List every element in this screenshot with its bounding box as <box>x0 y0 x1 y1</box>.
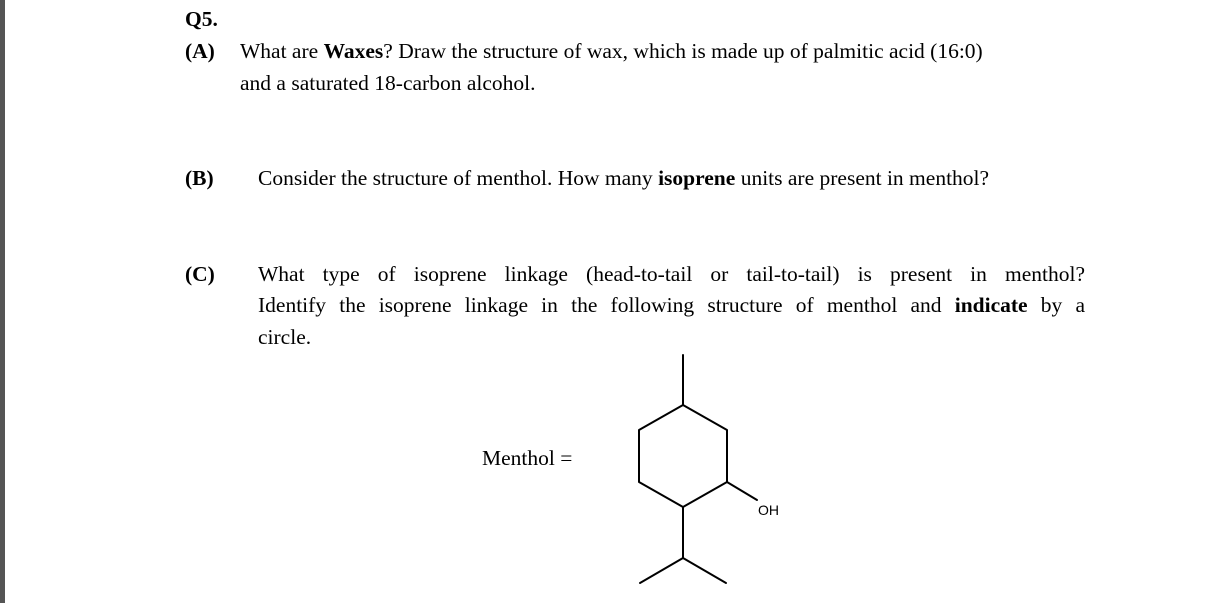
menthol-structure <box>620 350 780 590</box>
question-number: Q5. <box>185 7 218 31</box>
left-edge-bar <box>0 0 5 603</box>
waxes-term: Waxes <box>323 39 384 63</box>
part-a-text-pre: What are <box>240 39 324 63</box>
hydroxyl-bond <box>727 482 757 500</box>
isopropyl-methyl-left-bond <box>640 558 683 583</box>
indicate-term: indicate <box>954 293 1028 317</box>
part-c-text-pre: Identify the isoprene linkage in the following structure of menthol and <box>258 293 955 317</box>
part-a-line-2: and a saturated 18-carbon alcohol. <box>240 71 536 95</box>
part-a-text-post: ? Draw the structure of wax, which is made up of palmitic acid (16:0) <box>383 39 983 63</box>
cyclohexane-ring <box>639 405 727 507</box>
part-c-label: (C) <box>185 262 215 286</box>
part-b-text <box>258 168 989 190</box>
isopropyl-methyl-right-bond <box>683 558 726 583</box>
part-c-line-1: What type of isoprene linkage (head-to-tail or tail-to-tail) is present in menthol? <box>258 262 1085 286</box>
part-a-label: (A) <box>185 39 215 63</box>
hydroxyl-label: OH <box>758 502 779 518</box>
part-a-line-1 <box>240 41 983 63</box>
menthol-label: Menthol = <box>482 446 573 470</box>
part-b-label: (B) <box>185 166 214 190</box>
part-c-text-post: by a <box>1027 293 1085 317</box>
part-b-text-pre: Consider the structure of menthol. How many <box>258 166 659 190</box>
isoprene-term: isoprene <box>658 166 736 190</box>
part-c-line-2 <box>258 295 1085 317</box>
part-c-line-3: circle. <box>258 325 312 349</box>
part-b-text-post: units are present in menthol? <box>735 166 990 190</box>
